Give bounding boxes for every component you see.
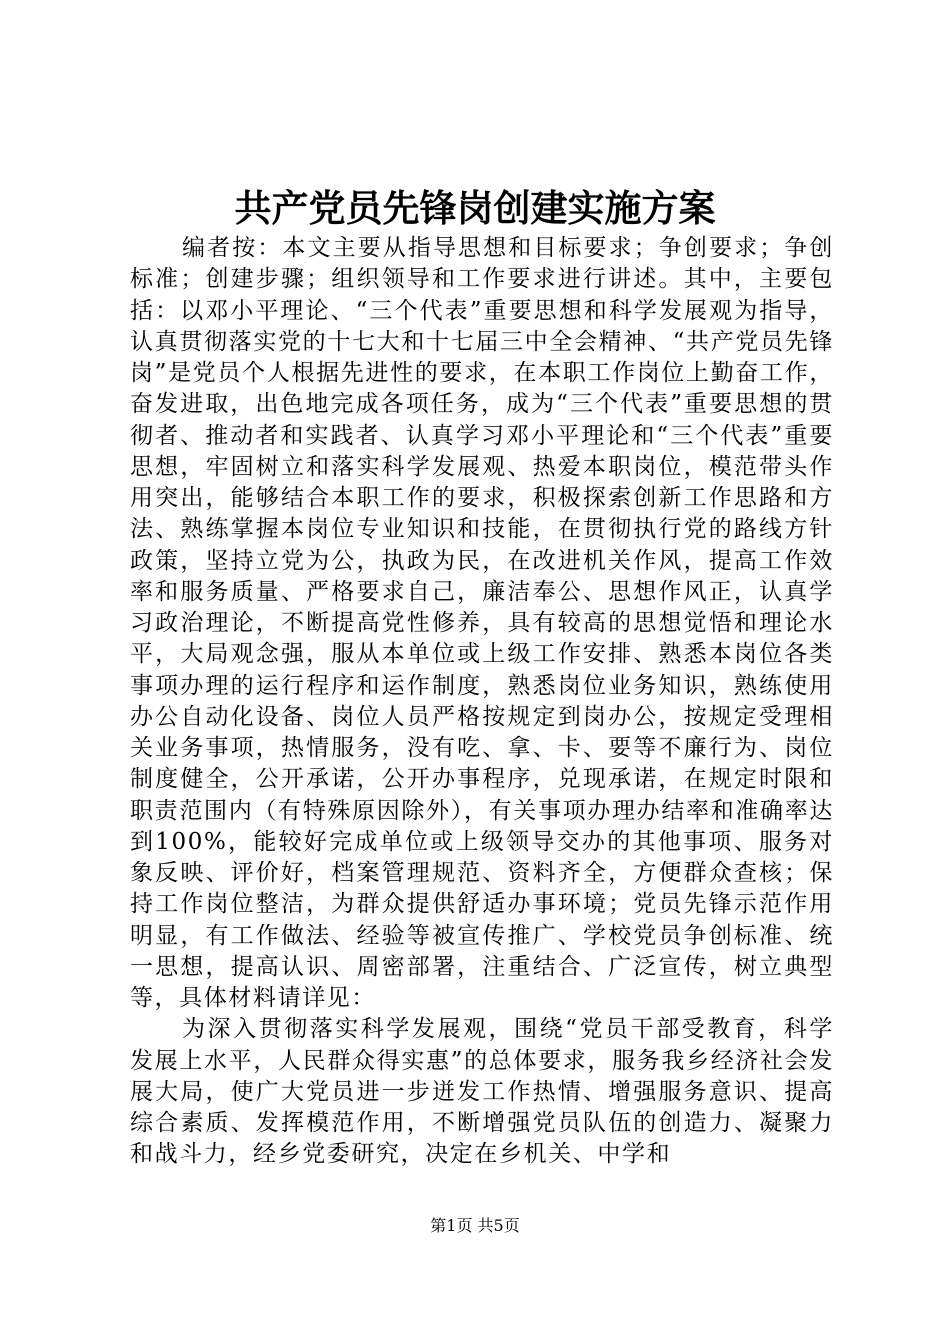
page-total: 共5页: [477, 1216, 520, 1235]
document-title: 共产党员先锋岗创建实施方案: [234, 186, 716, 230]
page-number: 第1页: [430, 1216, 473, 1235]
document-body: [130, 233, 834, 1171]
page-footer: [0, 1214, 950, 1238]
body-paragraph: 为深入贯彻落实科学发展观，围绕“党员干部受教育，科学发展上水平，人民群众得实惠”的总体要求，服务我乡经济社会发展大局，使广大党员进一步迸发工作热情、增强服务意识、提高综合素质、发挥模范作用，不断增强党员队伍的创造力、凝聚力和战斗力，经乡党委研究，决定在乡机关、中学和: [130, 1016, 834, 1168]
editor-note-paragraph: 编者按：本文主要从指导思想和目标要求；争创要求；争创标准；创建步骤；组织领导和工作要求进行讲述。其中，主要包括：以邓小平理论、“三个代表”重要思想和科学发展观为指导，认真贯彻落实党的十七大和十七届三中全会精神、“共产党员先锋岗”是党员个人根据先进性的要求，在本职工作岗位上勤奋工作，奋发进取，出色地完成各项任务，成为“三个代表”重要思想的贯彻者、推动者和实践者、认真学习邓小平理论和“三个代表”重要思想，牢固树立和落实科学发展观、热爱本职岗位，模范带头作用突出，能够结合本职工作的要求，积极探索创新工作思路和方法、熟练掌握本岗位专业知识和技能，在贯彻执行党的路线方针政策，坚持立党为公，执政为民，在改进机关作风，提高工作效率和服务质量、严格要求自己，廉洁奉公、思想作风正，认真学习政治理论，不断提高党性修养，具有较高的思想觉悟和理论水平，大局观念强，服从本单位或上级工作安排、熟悉本岗位各类事项办理的运行程序和运作制度，熟悉岗位业务知识，熟练使用办公自动化设备、岗位人员严格按规定到岗办公，按规定受理相关业务事项，热情服务，没有吃、拿、卡、要等不廉行为、岗位制度健全，公开承诺，公开办事程序，兑现承诺，在规定时限和职责范围内（有特殊原因除外），有关事项办理办结率和准确率达到100%，能较好完成单位或上级领导交办的其他事项、服务对象反映、评价好，档案管理规范、资料齐全，方便群众查核；保持工作岗位整洁，为群众提供舒适办事环境；党员先锋示范作用明显，有工作做法、经验等被宣传推广、学校党员争创标准、统一思想，提高认识、周密部署，注重结合、广泛宣传，树立典型等，具体材料请详见：: [130, 235, 834, 1011]
